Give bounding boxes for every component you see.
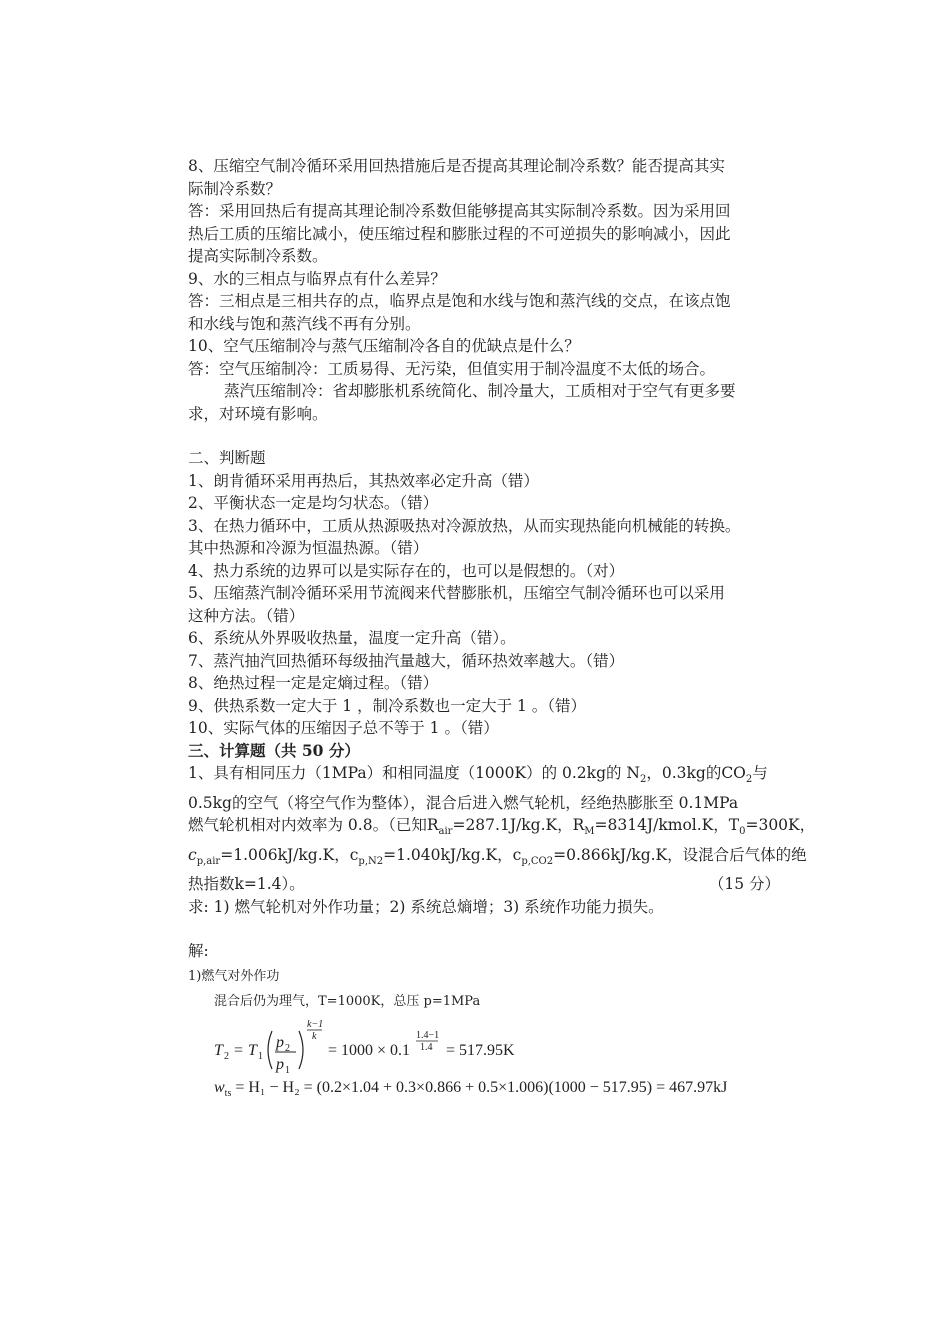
judge-item-line: 10、实际气体的压缩因子总不等于 1 。（错） bbox=[188, 719, 499, 737]
score-label: （15 分） bbox=[708, 875, 780, 894]
svg-text:T: T bbox=[214, 1041, 223, 1059]
judge-item-line: 9、供热系数一定大于 1 ，制冷系数也一定大于 1 。（错） bbox=[188, 696, 587, 715]
judge-section-title: 二、判断题 bbox=[188, 449, 266, 467]
judge-item-line: 8、绝热过程一定是定熵过程。（错） bbox=[188, 674, 439, 692]
judge-item-line: 7、蒸汽抽汽回热循环每级抽汽量越大，循环热效率越大。（错） bbox=[188, 651, 625, 670]
judge-item-line: 6、系统从外界吸收热量，温度一定升高（错）。 bbox=[188, 629, 516, 647]
qa-line: 答：采用回热后有提高其理论制冷系数但能够提高其实际制冷系数。因为采用回 bbox=[188, 202, 731, 220]
judge-item-line: 1、朗肯循环采用再热后，其热效率必定升高（错） bbox=[188, 471, 539, 490]
qa-line: 提高实际制冷系数。 bbox=[188, 247, 328, 265]
equation-work: $w_{ts} = H_1 - H_2 = (0.2\times 1.04 + 0.3\times 0.866 + 0.5\times 1.006)(1000 - 517.95) = 467.97kJ$ bbox=[214, 1078, 728, 1099]
qa-line: 答：三相点是三相共存的点，临界点是饱和水线与饱和蒸汽线的交点，在该点饱 bbox=[188, 292, 731, 310]
qa-line: 10、空气压缩制冷与蒸气压缩制冷各自的优缺点是什么？ bbox=[188, 337, 580, 355]
svg-text:k−1: k−1 bbox=[307, 1018, 324, 1030]
svg-text:2: 2 bbox=[224, 1050, 229, 1062]
svg-text:1: 1 bbox=[285, 1064, 290, 1075]
judge-item-line: 5、压缩蒸汽制冷循环采用节流阀来代替膨胀机，压缩空气制冷循环也可以采用 bbox=[188, 584, 725, 602]
document-page bbox=[188, 155, 816, 1113]
problem-line-2: 0.5kg的空气（将空气作为整体），混合后进入燃气轮机，经绝热膨胀至 0.1MPa bbox=[188, 793, 739, 812]
svg-text:1.4: 1.4 bbox=[420, 1041, 433, 1053]
problem-line-3: 燃气轮机相对内效率为 0.8。（已知$R_{air}=287.1J/kg.K$，$R_M=8314J/kmol.K$，$T_0=300K$， bbox=[188, 816, 816, 838]
equation-t2 bbox=[214, 1017, 780, 1075]
judge-item-line: 其中热源和冷源为恒温热源。（错） bbox=[188, 539, 429, 557]
svg-text:p: p bbox=[276, 1055, 284, 1073]
qa-line: 热后工质的压缩比减小，使压缩过程和膨胀过程的不可逆损失的影响减小，因此 bbox=[188, 224, 731, 243]
svg-text:= 517.95K: = 517.95K bbox=[446, 1041, 515, 1059]
qa-section bbox=[188, 155, 780, 380]
problem-question: 求: 1) 燃气轮机对外作功量；2) 系统总熵增；3) 系统作功能力损失。 bbox=[188, 897, 664, 916]
qa-line: 9、水的三相点与临界点有什么差异？ bbox=[188, 269, 446, 288]
judge-item-line: 4、热力系统的边界可以是实际存在的，也可以是假想的。（对） bbox=[188, 561, 625, 580]
svg-text:=: = bbox=[234, 1041, 244, 1059]
problem-line-1: 1、具有相同压力（1MPa）和相同温度（1000K）的 0.2kg的 $N_2$，0.3kg的$CO_2$与 bbox=[188, 764, 768, 786]
qa-line: 际制冷系数？ bbox=[188, 179, 282, 198]
solution-note: 混合后仍为理气，T=1000K，总压 p=1MPa bbox=[214, 993, 481, 1009]
problem-line-4: $c_{p,air}=1.006kJ/kg.K$，$c_{p,N2}=1.040kJ/kg.K$，$c_{p,CO2}=0.866kJ/kg.K$，设混合后气体的绝 bbox=[188, 845, 807, 867]
svg-text:p: p bbox=[276, 1033, 284, 1051]
judge-item-line: 这种方法。（错） bbox=[188, 606, 305, 625]
svg-text:2: 2 bbox=[285, 1042, 290, 1054]
qa-line: 8、压缩空气制冷循环采用回热措施后是否提高其理论制冷系数？能否提高其实 bbox=[188, 157, 725, 175]
solution-label: 解: bbox=[188, 942, 209, 961]
vapor-answer-line-2: 求，对环境有影响。 bbox=[188, 404, 328, 423]
svg-text:1.4−1: 1.4−1 bbox=[416, 1029, 440, 1041]
svg-text:1: 1 bbox=[258, 1050, 263, 1062]
svg-text:T: T bbox=[248, 1041, 257, 1059]
vapor-answer-line-1: 蒸汽压缩制冷：省却膨胀机系统简化、制冷量大，工质相对于空气有更多要 bbox=[224, 382, 736, 400]
equation-t2-graphic bbox=[214, 1017, 614, 1075]
problem-line-5: 热指数k=1.4）。 （15 分） bbox=[188, 873, 780, 896]
qa-line: 答：空气压缩制冷：工质易得、无污染，但值实用于制冷温度不太低的场合。 bbox=[188, 359, 716, 378]
judge-item-line: 2、平衡状态一定是均匀状态。（错） bbox=[188, 494, 439, 512]
svg-text:= 1000 × 0.1: = 1000 × 0.1 bbox=[328, 1041, 411, 1059]
solution-step-1: 1)燃气对外作功 bbox=[188, 968, 280, 984]
calc-section-title: 三、计算题（共 50 分） bbox=[188, 740, 360, 760]
svg-text:k: k bbox=[312, 1030, 317, 1042]
qa-line: 和水线与饱和蒸汽线不再有分别。 bbox=[188, 314, 421, 333]
judge-item-line: 3、在热力循环中，工质从热源吸热对冷源放热，从而实现热能向机械能的转换。 bbox=[188, 516, 741, 535]
judge-list bbox=[188, 470, 780, 740]
